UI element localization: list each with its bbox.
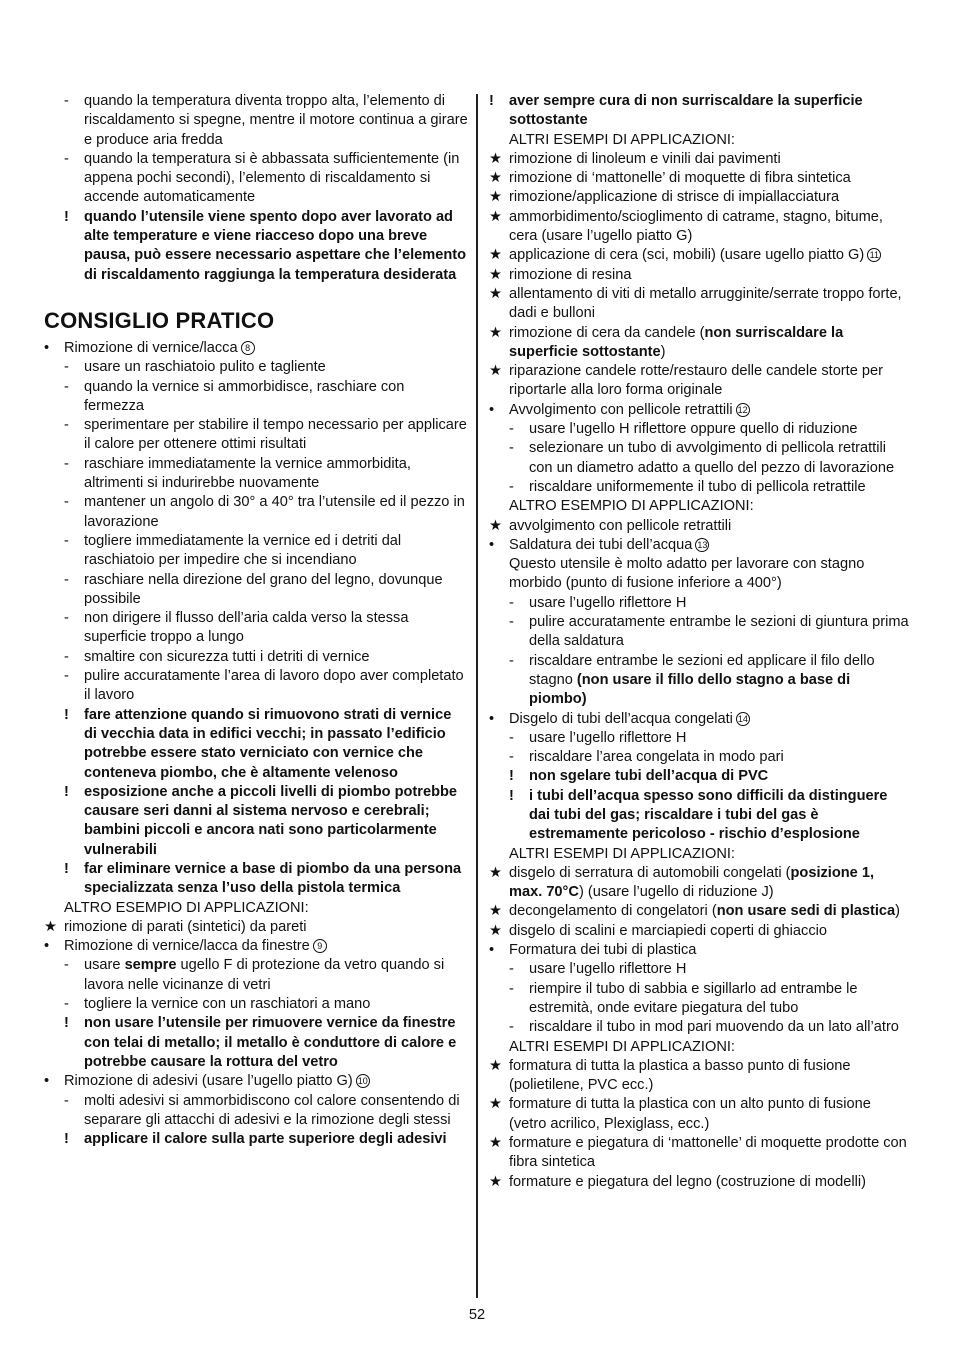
star-bullet-icon: ★: [44, 918, 58, 935]
list-item: [44, 1130, 468, 1149]
star-bullet-icon: ★: [489, 517, 503, 534]
list-item: [489, 285, 909, 324]
item-text: usare l’ugello riflettore H: [529, 729, 687, 746]
star-bullet-icon: ★: [489, 1096, 503, 1113]
dash-marker: -: [64, 417, 69, 434]
item-text: selezionare un tubo di avvolgimento di pellicola retrattili con un diametro adatto a quello del pezzo di lavorazione: [529, 440, 895, 476]
list-item: [489, 748, 909, 767]
dash-marker: -: [509, 440, 514, 457]
list-item: [489, 960, 909, 979]
item-text: togliere la vernice con un raschiatori a mano: [84, 996, 371, 1013]
star-bullet-icon: ★: [489, 189, 503, 206]
text-run: decongelamento di congelatori (: [509, 903, 717, 920]
figure-reference-badge: 9: [313, 939, 327, 953]
list-item: [489, 787, 909, 845]
list-item: [44, 995, 468, 1014]
list-item: [489, 767, 909, 786]
warning-marker: !: [64, 1131, 69, 1148]
item-text: rimozione/applicazione di strisce di impiallacciatura: [509, 189, 840, 206]
section-heading: CONSIGLIO PRATICO: [44, 307, 275, 333]
list-item: [44, 609, 468, 648]
item-text: [509, 325, 843, 360]
text-run: riscaldare entrambe le sezioni ed applicare il filo dello stagno: [529, 652, 875, 688]
list-item: [489, 1173, 909, 1192]
text-run: non surriscaldare la superficie sottostante: [509, 324, 844, 360]
list-item: [489, 536, 909, 555]
text-run: ugello F di protezione da vetro quando si lavora nelle vicinanze di vetri: [84, 957, 445, 993]
list-item: [489, 169, 909, 188]
item-text: usare l’ugello riflettore H: [529, 594, 687, 611]
list-item: [44, 378, 468, 417]
bullet-icon: •: [44, 938, 50, 955]
item-text: formatura di tutta la plastica a basso punto di fusione (polietilene, PVC ecc.): [509, 1057, 851, 1094]
warning-marker: !: [509, 768, 514, 785]
left-top-list: [44, 92, 468, 285]
item-text: i tubi dell’acqua spesso sono difficili da distinguere dai tubi del gas; riscaldare i tubi del gas è estremamente pericoloso - rischio d’esplosione: [529, 787, 888, 843]
list-item: [489, 922, 909, 941]
list-item: [44, 956, 468, 995]
item-text: molti adesivi si ammorbidiscono col calore consentendo di separare gli attacchi di adesivi e la rimozione degli stessi: [84, 1092, 460, 1128]
column-divider: [476, 94, 478, 1298]
item-text: quando la temperatura si è abbassata sufficientemente (in appena pochi secondi), l’elemento di riscaldamento si accende automaticamente: [84, 150, 460, 206]
list-item: [44, 667, 468, 706]
list-item: [489, 902, 909, 921]
list-item: [489, 555, 909, 594]
page-number: 52: [468, 1307, 486, 1323]
item-text: riscaldare l’area congelata in modo pari: [529, 749, 784, 766]
item-text: Formatura dei tubi di plastica: [509, 942, 697, 959]
list-item: [44, 937, 468, 956]
item-text: Rimozione di adesivi (usare l’ugello piatto G): [64, 1073, 353, 1090]
warning-marker: !: [509, 787, 514, 804]
figure-reference-badge: 10: [357, 1076, 368, 1087]
item-text: non sgelare tubi dell’acqua di PVC: [529, 768, 769, 785]
dash-marker: -: [64, 150, 69, 167]
item-text: Disgelo di tubi dell’acqua congelati: [509, 710, 733, 727]
star-bullet-icon: ★: [489, 150, 503, 167]
item-text: pulire accuratamente l’area di lavoro dopo aver completato il lavoro: [84, 668, 464, 704]
item-text: ALTRO ESEMPIO DI APPLICAZIONI:: [64, 899, 309, 916]
list-item: [489, 1018, 909, 1037]
item-text: non usare l’utensile per rimuovere vernice da finestre con telai di metallo; il metallo è conduttore di calore e potrebbe causare la rottura del vetro: [84, 1015, 457, 1070]
figure-reference-badge: 12: [737, 404, 748, 415]
item-text: raschiare nella direzione del grano del legno, dovunque possibile: [84, 571, 443, 607]
item-text: [509, 865, 874, 900]
star-bullet-icon: ★: [489, 1135, 503, 1152]
dash-marker: -: [64, 957, 69, 974]
dash-marker: -: [64, 996, 69, 1013]
bullet-icon: •: [489, 401, 495, 418]
item-text: far eliminare vernice a base di piombo da una persona specializzata senza l’uso della pistola termica: [84, 860, 462, 897]
list-item: [489, 266, 909, 285]
item-text: Questo utensile è molto adatto per lavorare con stagno morbido (punto di fusione inferiore a 400°): [509, 556, 865, 592]
dash-marker: -: [64, 378, 69, 395]
item-text: formature di tutta la plastica con un alto punto di fusione (vetro acrilico, Plexiglass, ecc.): [509, 1096, 871, 1132]
dash-marker: -: [64, 93, 69, 109]
warning-marker: !: [64, 1015, 69, 1032]
item-text: Rimozione di vernice/lacca: [64, 339, 238, 356]
figure-reference-badge: 8: [241, 341, 255, 355]
dash-marker: -: [64, 648, 69, 665]
list-item: [489, 92, 909, 131]
item-text: disgelo di scalini e marciapiedi coperti di ghiaccio: [509, 922, 827, 939]
item-text: smaltire con sicurezza tutti i detriti di vernice: [84, 648, 370, 665]
list-item: [44, 1014, 468, 1072]
text-run: posizione 1, max. 70°C: [509, 864, 875, 901]
dash-marker: -: [509, 614, 514, 631]
item-text: formature e piegatura di ‘mattonelle’ di moquette prodotte con fibra sintetica: [509, 1135, 907, 1171]
list-item: [489, 362, 909, 401]
list-item: [44, 92, 468, 150]
item-text: [84, 957, 444, 992]
warning-marker: !: [64, 783, 69, 800]
item-text: rimozione di ‘mattonelle’ di moquette di fibra sintetica: [509, 170, 851, 187]
item-text: usare l’ugello riflettore H: [529, 961, 687, 978]
item-text: raschiare immediatamente la vernice ammorbidita, altrimenti si indurirebbe nuovamente: [84, 455, 411, 492]
star-bullet-icon: ★: [489, 324, 503, 341]
dash-marker: -: [64, 532, 69, 549]
dash-marker: -: [64, 610, 69, 627]
list-item: [44, 416, 468, 455]
item-text: Saldatura dei tubi dell’acqua: [509, 536, 693, 553]
text-run: (non usare il fillo dello stagno a base di piombo): [529, 671, 851, 708]
item-text: rimozione di resina: [509, 266, 632, 283]
list-item: [489, 980, 909, 1019]
item-text: applicazione di cera (sci, mobili) (usare ugello piatto G): [509, 247, 865, 264]
item-text: non dirigere il flusso dell’aria calda verso la stessa superficie troppo a lungo: [84, 610, 409, 646]
star-bullet-icon: ★: [489, 285, 503, 302]
list-item: [44, 918, 468, 937]
dash-marker: -: [64, 359, 69, 376]
dash-marker: -: [509, 594, 514, 611]
item-text: quando la temperatura diventa troppo alta, l’elemento di riscaldamento si spegne, mentre il motore continua a girare e produce aria fredda: [84, 93, 468, 148]
list-item: [44, 571, 468, 610]
star-bullet-icon: ★: [489, 363, 503, 380]
list-item: [44, 208, 468, 285]
list-item: [489, 246, 909, 265]
text-run: rimozione di cera da candele (: [509, 324, 705, 341]
text-run: ): [895, 903, 901, 920]
star-bullet-icon: ★: [489, 247, 503, 264]
list-item: [44, 493, 468, 532]
item-text: formature e piegatura del legno (costruzione di modelli): [509, 1173, 866, 1190]
left-body-list: [44, 339, 468, 1149]
list-item: [489, 420, 909, 439]
list-item: [44, 358, 468, 377]
list-item: [489, 324, 909, 363]
dash-marker: -: [509, 478, 514, 495]
dash-marker: -: [509, 421, 514, 438]
item-text: [509, 903, 900, 919]
list-item: [489, 497, 909, 516]
bullet-icon: •: [489, 942, 495, 959]
list-item: [489, 652, 909, 710]
list-item: [44, 648, 468, 667]
list-item: [489, 401, 909, 420]
list-item: [489, 1057, 909, 1096]
item-text: quando l’utensile viene spento dopo aver lavorato ad alte temperature e viene riacceso dopo una breve pausa, può essere necessario aspettare che l’elemento di riscaldamento raggiunga la temperatura desiderata: [84, 208, 467, 283]
list-item: [489, 710, 909, 729]
list-item: [489, 439, 909, 478]
item-text: avvolgimento con pellicole retrattili: [509, 517, 732, 534]
item-text: rimozione di parati (sintetici) da pareti: [64, 918, 307, 935]
star-bullet-icon: ★: [489, 170, 503, 187]
item-text: allentamento di viti di metallo arrugginite/serrate troppo forte, dadi e bulloni: [509, 285, 902, 322]
list-item: [44, 899, 468, 918]
text-run: ) (usare l’ugello di riduzione J): [578, 884, 774, 901]
list-item: [489, 131, 909, 150]
bullet-icon: •: [489, 710, 495, 727]
star-bullet-icon: ★: [489, 903, 503, 920]
list-item: [489, 864, 909, 903]
list-item: [489, 729, 909, 748]
item-text: fare attenzione quando si rimuovono strati di vernice di vecchia data in edifici vecchi; in passato l’edificio potrebbe essere stato verniciato con vernice che conteneva piombo, che è altamente velenoso: [84, 706, 452, 781]
list-item: [44, 706, 468, 783]
right-column: [489, 92, 909, 1192]
list-item: [489, 1134, 909, 1173]
list-item: [44, 455, 468, 494]
text-run: usare: [84, 957, 125, 974]
list-item: [489, 1038, 909, 1057]
list-item: [44, 532, 468, 571]
item-text: esposizione anche a piccoli livelli di piombo potrebbe causare seri danni al sistema nervoso e cerebrali; bambini piccoli e ancora nati sono particolarmente vulnerabili: [84, 783, 458, 858]
warning-marker: !: [489, 93, 494, 109]
item-text: usare l’ugello H riflettore oppure quello di riduzione: [529, 421, 858, 438]
figure-reference-badge: 13: [697, 539, 708, 550]
left-column: [44, 92, 468, 1149]
item-text: ALTRI ESEMPI DI APPLICAZIONI:: [509, 1038, 735, 1055]
dash-marker: -: [509, 749, 514, 766]
right-body-list: [489, 92, 909, 1192]
figure-reference-badge: 14: [737, 713, 748, 724]
item-text: quando la vernice si ammorbidisce, raschiare con fermezza: [84, 378, 405, 414]
item-text: applicare il calore sulla parte superiore degli adesivi: [84, 1131, 447, 1148]
list-item: [489, 1095, 909, 1134]
item-text: Avvolgimento con pellicole retrattili: [509, 401, 733, 418]
dash-marker: -: [509, 1019, 514, 1036]
text-run: ): [660, 343, 666, 360]
dash-marker: -: [64, 1092, 69, 1109]
item-text: ALTRO ESEMPIO DI APPLICAZIONI:: [509, 498, 754, 515]
item-text: [529, 653, 875, 708]
star-bullet-icon: ★: [489, 922, 503, 939]
list-item: [44, 150, 468, 208]
dash-marker: -: [509, 652, 514, 669]
item-text: riscaldare uniformemente il tubo di pellicola retrattile: [529, 478, 866, 495]
item-text: riscaldare il tubo in mod pari muovendo da un lato all’atro: [529, 1019, 899, 1036]
dash-marker: -: [64, 494, 69, 511]
list-item: [489, 517, 909, 536]
figure-reference-badge: 11: [867, 248, 881, 262]
item-text: riempire il tubo di sabbia e sigillarlo ad entrambe le estremità, onde evitare piegatura del tubo: [529, 980, 858, 1016]
star-bullet-icon: ★: [489, 266, 503, 283]
warning-marker: !: [64, 706, 69, 723]
list-item: [489, 478, 909, 497]
dash-marker: -: [64, 455, 69, 472]
list-item: [489, 188, 909, 207]
text-run: non usare sedi di plastica: [716, 903, 896, 920]
star-bullet-icon: ★: [489, 864, 503, 881]
list-item: [44, 783, 468, 860]
list-item: [489, 594, 909, 613]
list-item: [489, 845, 909, 864]
star-bullet-icon: ★: [489, 1173, 503, 1190]
dash-marker: -: [509, 980, 514, 997]
warning-marker: !: [64, 860, 69, 877]
item-text: rimozione di linoleum e vinili dai pavimenti: [509, 150, 781, 167]
list-item: [44, 1092, 468, 1131]
dash-marker: -: [64, 668, 69, 685]
item-text: sperimentare per stabilire il tempo necessario per applicare il calore per ottenere ottimi risultati: [84, 417, 467, 453]
star-bullet-icon: ★: [489, 208, 503, 225]
bullet-icon: •: [44, 1073, 50, 1090]
warning-marker: !: [64, 208, 69, 225]
item-text: aver sempre cura di non surriscaldare la superficie sottostante: [509, 93, 863, 129]
item-text: usare un raschiatoio pulito e tagliente: [84, 359, 326, 376]
text-run: disgelo di serratura di automobili congelati (: [509, 864, 791, 881]
item-text: Rimozione di vernice/lacca da finestre: [64, 938, 310, 955]
item-text: ALTRI ESEMPI DI APPLICAZIONI:: [509, 131, 735, 148]
bullet-icon: •: [489, 536, 495, 553]
list-item: [44, 860, 468, 899]
list-item: [489, 150, 909, 169]
dash-marker: -: [64, 571, 69, 588]
list-item: [44, 339, 468, 358]
star-bullet-icon: ★: [489, 1057, 503, 1074]
bullet-icon: •: [44, 339, 50, 356]
item-text: riparazione candele rotte/restauro delle candele storte per riportarle alla loro forma originale: [509, 363, 883, 399]
item-text: ammorbidimento/scioglimento di catrame, stagno, bitume, cera (usare l’ugello piatto G): [509, 208, 883, 245]
list-item: [489, 941, 909, 960]
list-item: [44, 1072, 468, 1091]
item-text: pulire accuratamente entrambe le sezioni di giuntura prima della saldatura: [529, 614, 909, 650]
list-item: [489, 613, 909, 652]
item-text: togliere immediatamente la vernice ed i detriti dal raschiatoio per impedire che si incendiano: [84, 532, 402, 569]
text-run: sempre: [124, 957, 177, 974]
item-text: ALTRI ESEMPI DI APPLICAZIONI:: [509, 845, 735, 862]
list-item: [489, 208, 909, 247]
item-text: mantener un angolo di 30° a 40° tra l’utensile ed il pezzo in lavorazione: [84, 494, 465, 530]
dash-marker: -: [509, 729, 514, 746]
dash-marker: -: [509, 961, 514, 978]
